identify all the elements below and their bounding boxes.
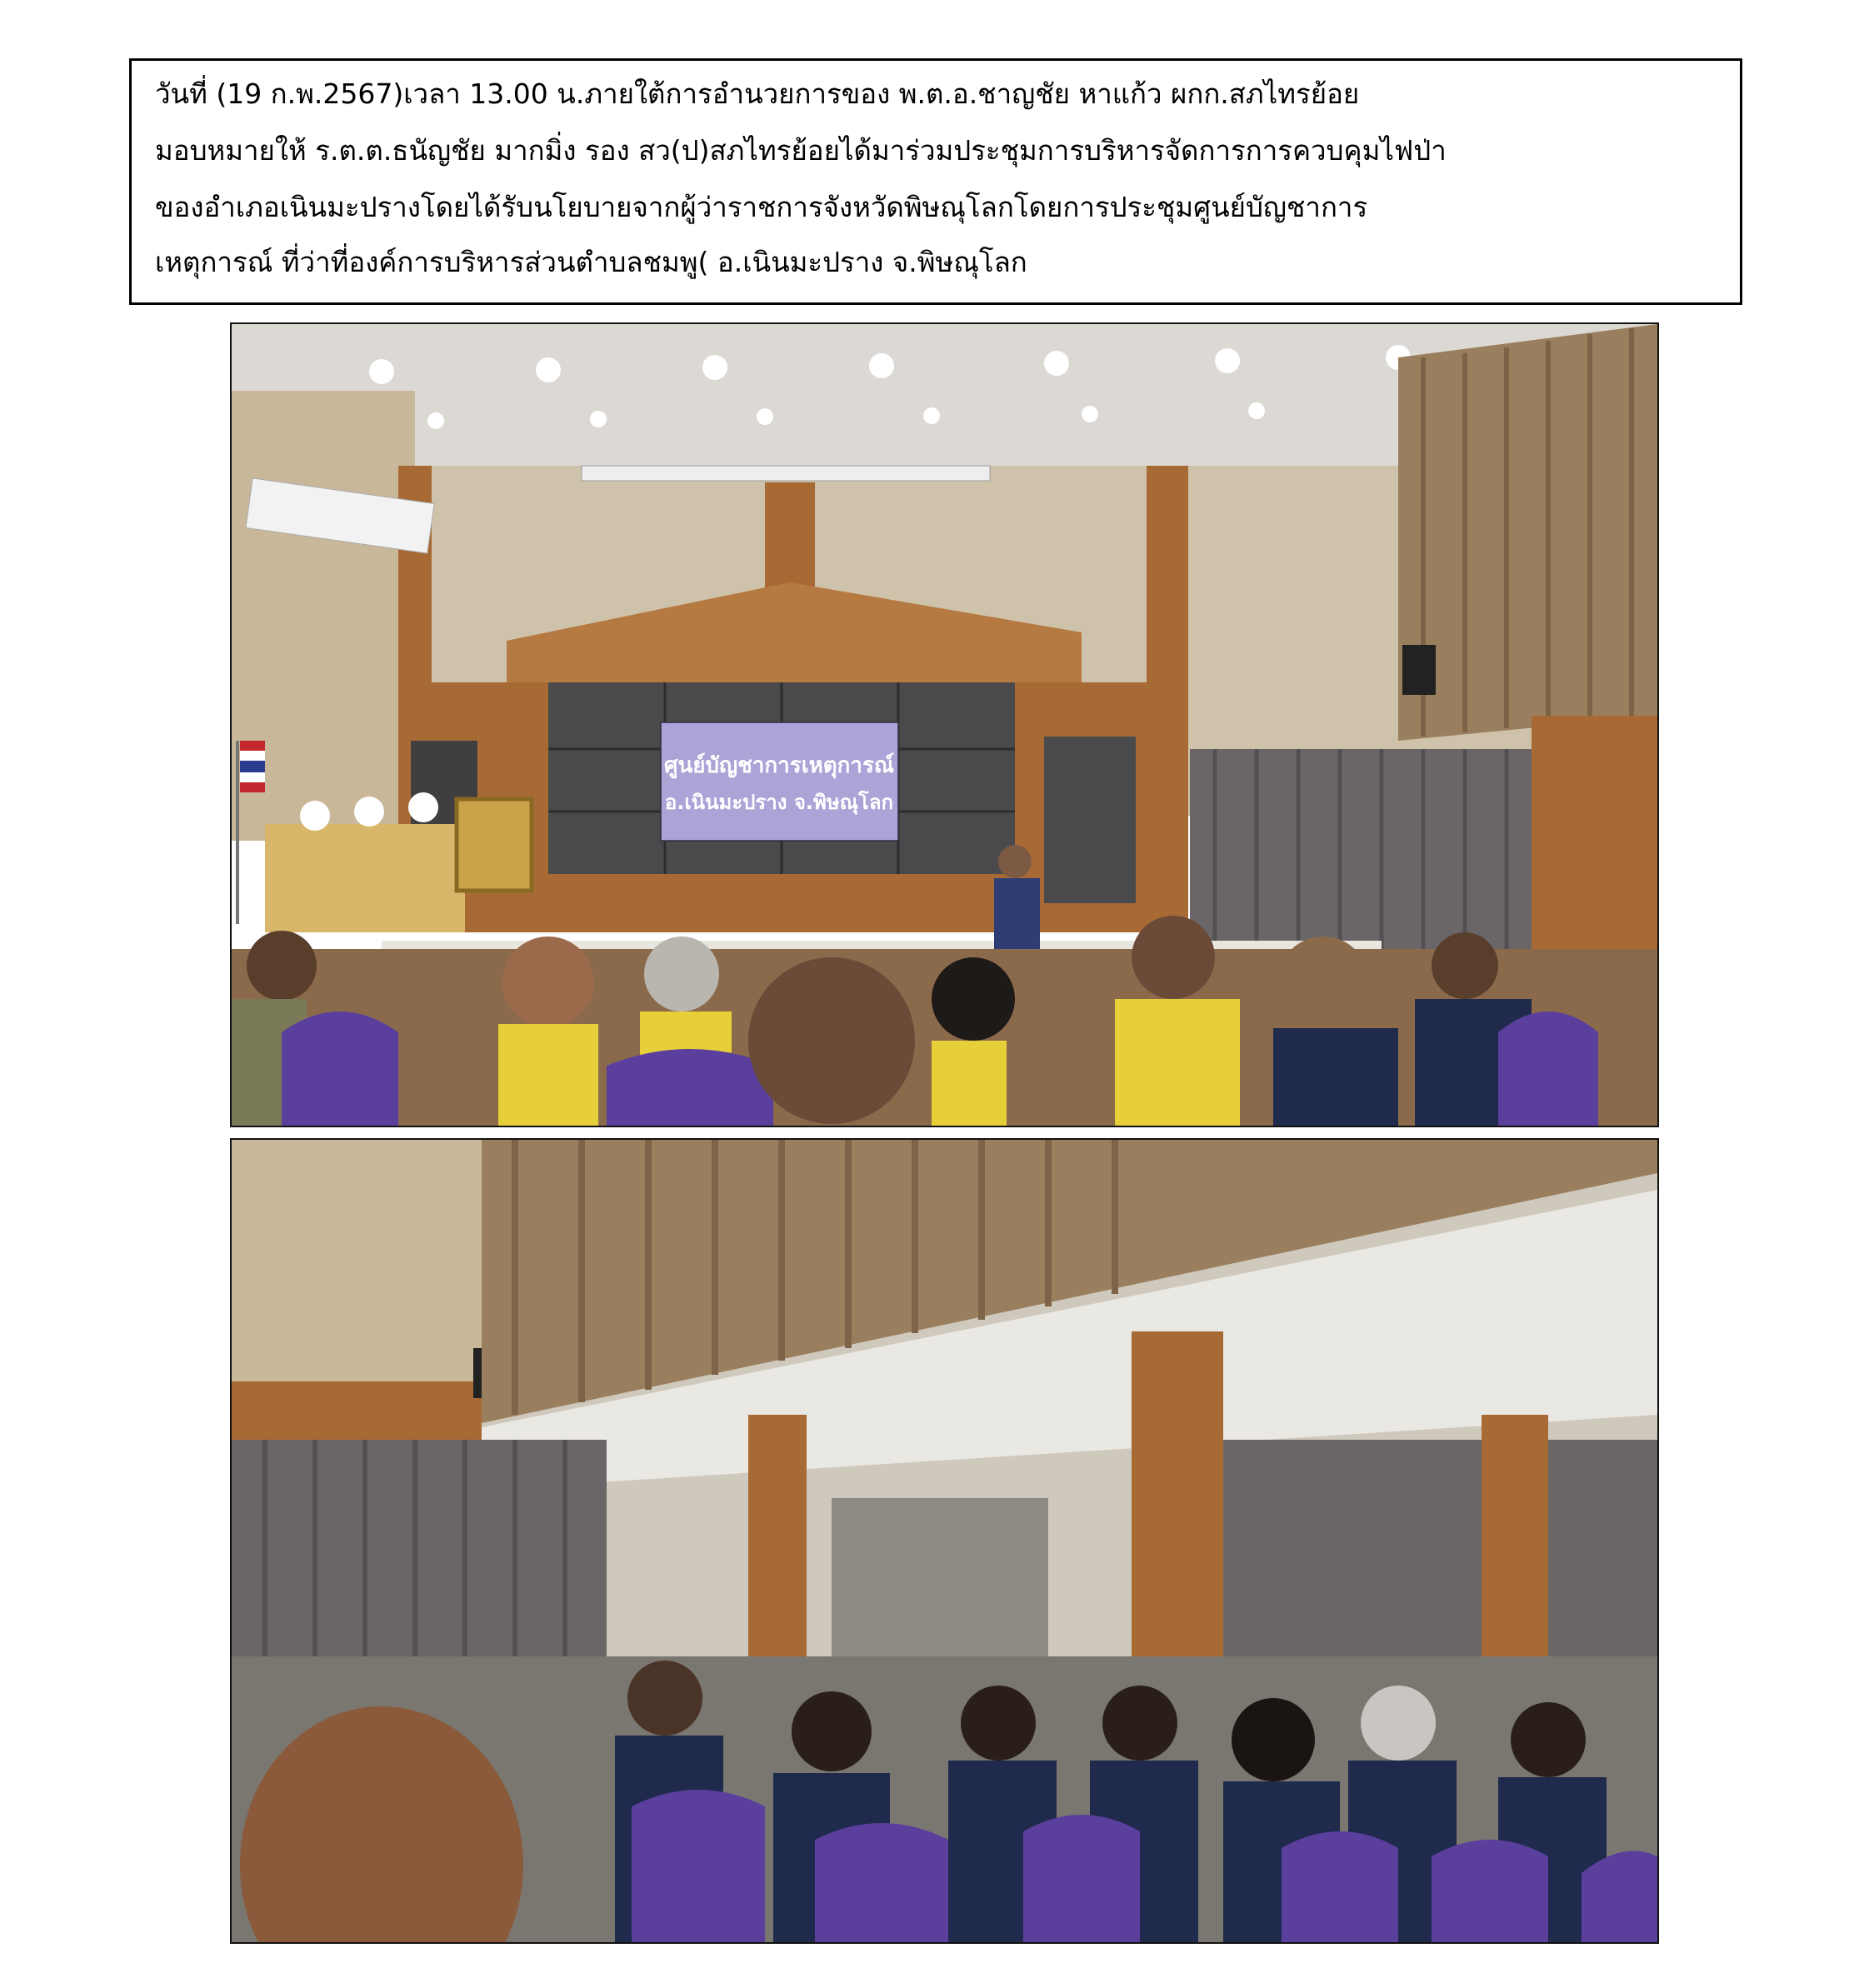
banner-line-2: อ.เนินมะปราง จ.พิษณุโลก	[664, 791, 894, 814]
meeting-photo-audience	[230, 1138, 1659, 1944]
meeting-photo-audience-image	[232, 1140, 1657, 1942]
meeting-photo-front-image	[232, 324, 1657, 1126]
caption-line-4: เหตุการณ์ ที่ว่าที่องค์การบริหารส่วนตำบลชมพู( อ.เนินมะปราง จ.พิษณุโลก	[155, 246, 1027, 278]
caption-line-1: วันที่ (19 ก.พ.2567)เวลา 13.00 น.ภายใต้การอำนวยการของ พ.ต.อ.ชาญชัย หาแก้ว ผกก.สภไทรย้อย	[155, 77, 1360, 110]
caption-line-2: มอบหมายให้ ร.ต.ต.ธนัญชัย มากมิ่ง รอง สว(ป)สภไทรย้อยได้มาร่วมประชุมการบริหารจัดการการควบคุมไฟป่า	[155, 134, 1447, 167]
caption-line-3: ของอำเภอเนินมะปรางโดยได้รับนโยบายจากผู้ว่าราชการจังหวัดพิษณุโลกโดยการประชุมศูนย์บัญชาการ	[155, 191, 1368, 223]
meeting-photo-front	[230, 322, 1659, 1127]
caption-box	[129, 58, 1742, 305]
banner-line-1: ศูนย์บัญชาการเหตุการณ์	[663, 753, 895, 778]
